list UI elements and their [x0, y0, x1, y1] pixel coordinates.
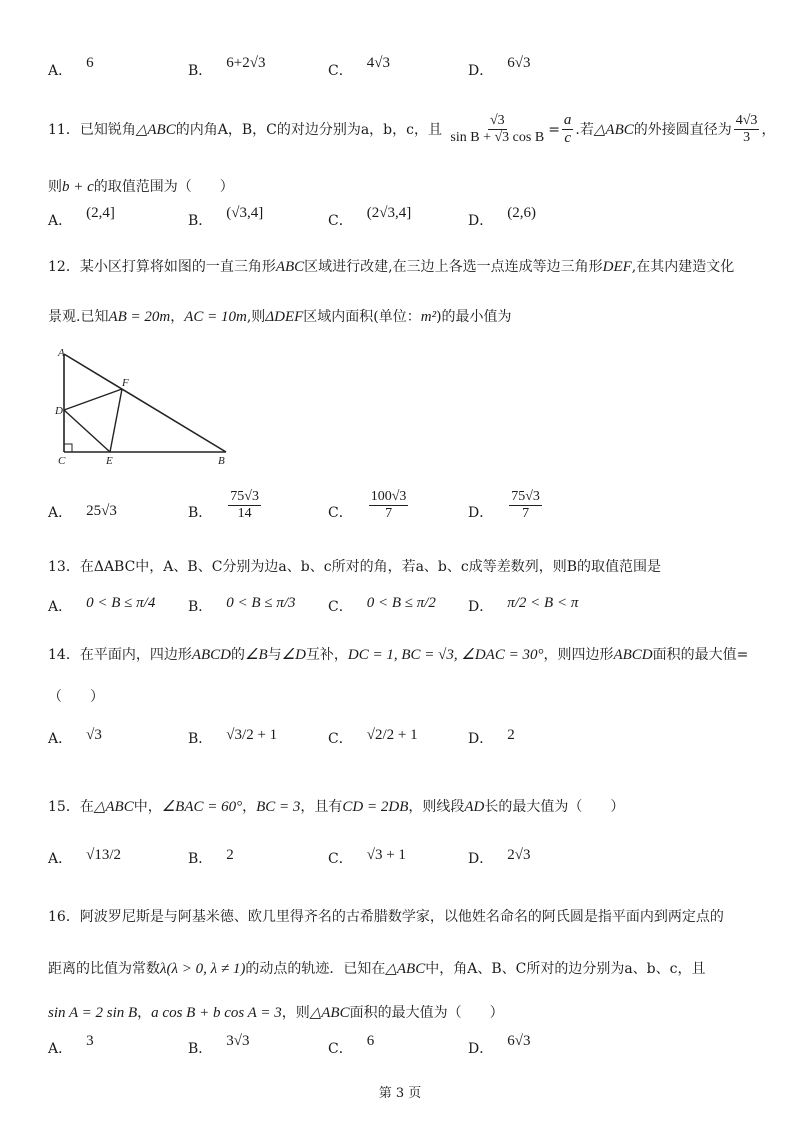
q16-stem-line1: 16．阿波罗尼斯是与阿基米德、欧几里得齐名的古希腊数学家，以他姓名命名的阿氏圆是指平面内到两定点的 — [48, 909, 724, 925]
q16-option-d[interactable]: D． 6√3 — [468, 1033, 531, 1057]
q14-stem-line2: （ ） — [48, 689, 104, 705]
q11-option-b[interactable]: B． (√3,4] — [188, 205, 264, 229]
q10-option-d[interactable]: D． 6√3 — [468, 55, 531, 79]
q12-option-b[interactable]: B． $\frac{75√3}{14}$ — [188, 488, 259, 521]
q15-option-b[interactable]: B． 2 — [188, 847, 234, 867]
label-c: C — [58, 455, 66, 467]
segment-de — [64, 410, 110, 452]
right-angle-mark — [64, 444, 72, 452]
q12-stem-line1: 12．某小区打算将如图的一直三角形ABC区域进行改建,在三边上各选一点连成等边三角形DEF,在其内建造文化 — [48, 259, 735, 275]
q11-option-a[interactable]: A． (2,4] — [48, 205, 115, 229]
segment-ef — [110, 389, 122, 452]
q15-option-c[interactable]: C． √3 + 1 — [328, 847, 406, 867]
q11-stem-line2: 则b + c的取值范围为（ ） — [48, 179, 234, 195]
q12-option-c[interactable]: C． $\frac{100√3}{7}$ — [328, 488, 407, 521]
q14-option-d[interactable]: D． 2 — [468, 727, 515, 747]
q12-option-a[interactable]: A． 25√3 — [48, 503, 117, 521]
q15-options — [48, 838, 768, 872]
q10-option-c[interactable]: C． 4√3 — [328, 55, 390, 79]
q13-option-d[interactable]: D． π/2 < B < π — [468, 595, 579, 615]
label-d: D — [55, 405, 63, 417]
q16-option-b[interactable]: B． 3√3 — [188, 1033, 250, 1057]
q11-option-c[interactable]: C． (2√3,4] — [328, 205, 412, 229]
q13-option-c[interactable]: C． 0 < B ≤ π/2 — [328, 595, 436, 615]
label-a: A — [58, 348, 65, 359]
q16-options — [48, 1028, 768, 1062]
q14-option-c[interactable]: C． √2/2 + 1 — [328, 727, 418, 747]
q10-options — [48, 50, 768, 84]
q12-options — [48, 488, 768, 528]
segment-df — [64, 389, 122, 410]
q11-options — [48, 200, 768, 234]
label-b: B — [218, 455, 225, 467]
q15-option-a[interactable]: A． √13/2 — [48, 847, 122, 867]
q14-stem-line1: 14．在平面内，四边形ABCD的∠B与∠D互补，DC = 1, BC = √3, ∠DAC = 30°，则四边形ABCD面积的最大值= — [48, 647, 749, 663]
q11-fraction: $\frac{√3}{\text{sin B + √3 cos B}}$ — [450, 113, 545, 146]
q13-options — [48, 586, 768, 620]
q11-option-d[interactable]: D． (2,6) — [468, 205, 536, 229]
q16-option-c[interactable]: C． 6 — [328, 1033, 375, 1057]
q10-option-b[interactable]: B． 6+2√3 — [188, 55, 266, 79]
q16-stem-line3: sin A = 2 sin B，a cos B + b cos A = 3，则△ABC面积的最大值为（ ） — [48, 1005, 504, 1021]
label-e: E — [106, 455, 113, 467]
q13-option-a[interactable]: A． 0 < B ≤ π/4 — [48, 595, 156, 615]
q11-diameter: $\frac{4√3}{3}$ — [735, 113, 758, 146]
q12-option-d[interactable]: D． $\frac{75√3}{7}$ — [468, 488, 540, 521]
q15-stem: 15．在△ABC中，∠BAC = 60°，BC = 3，且有CD = 2DB，则线段AD长的最大值为（ ） — [48, 799, 625, 815]
q14-options — [48, 718, 768, 752]
q16-option-a[interactable]: A． 3 — [48, 1033, 94, 1057]
q10-option-a[interactable]: A． 6 — [48, 55, 94, 79]
q11-stem-line1: 11．已知锐角△ABC的内角A，B，C的对边分别为a，b，c，且 $\frac{√3}{\text{sin B + √3 cos B}}$ = $\frac{a}{c}$ .若△ABC的外接圆直径为 $\frac{4√3}{3}$ ， — [48, 112, 776, 147]
q15-option-d[interactable]: D． 2√3 — [468, 847, 531, 867]
q16-stem-line2: 距离的比值为常数λ(λ > 0, λ ≠ 1)的动点的轨迹．已知在△ABC中，角A、B、C所对的边分别为a、b、c，且 — [48, 961, 706, 977]
label-f: F — [122, 377, 129, 389]
q11-fraction2: $\frac{a}{c}$ — [563, 112, 572, 147]
page-number: 第 3 页 — [378, 1086, 422, 1101]
q12-triangle-figure — [48, 348, 238, 468]
q14-option-b[interactable]: B． √3/2 + 1 — [188, 727, 278, 747]
q12-stem-line2: 景观.已知AB = 20m，AC = 10m,则ΔDEF区域内面积(单位：m²)的最小值为 — [48, 309, 512, 325]
q14-option-a[interactable]: A． √3 — [48, 727, 102, 747]
q13-stem: 13．在ΔABC中，A、B、C分别为边a、b、c所对的角，若a、b、c成等差数列，则B的取值范围是 — [48, 559, 662, 575]
side-ab — [64, 354, 226, 452]
q13-option-b[interactable]: B． 0 < B ≤ π/3 — [188, 595, 296, 615]
